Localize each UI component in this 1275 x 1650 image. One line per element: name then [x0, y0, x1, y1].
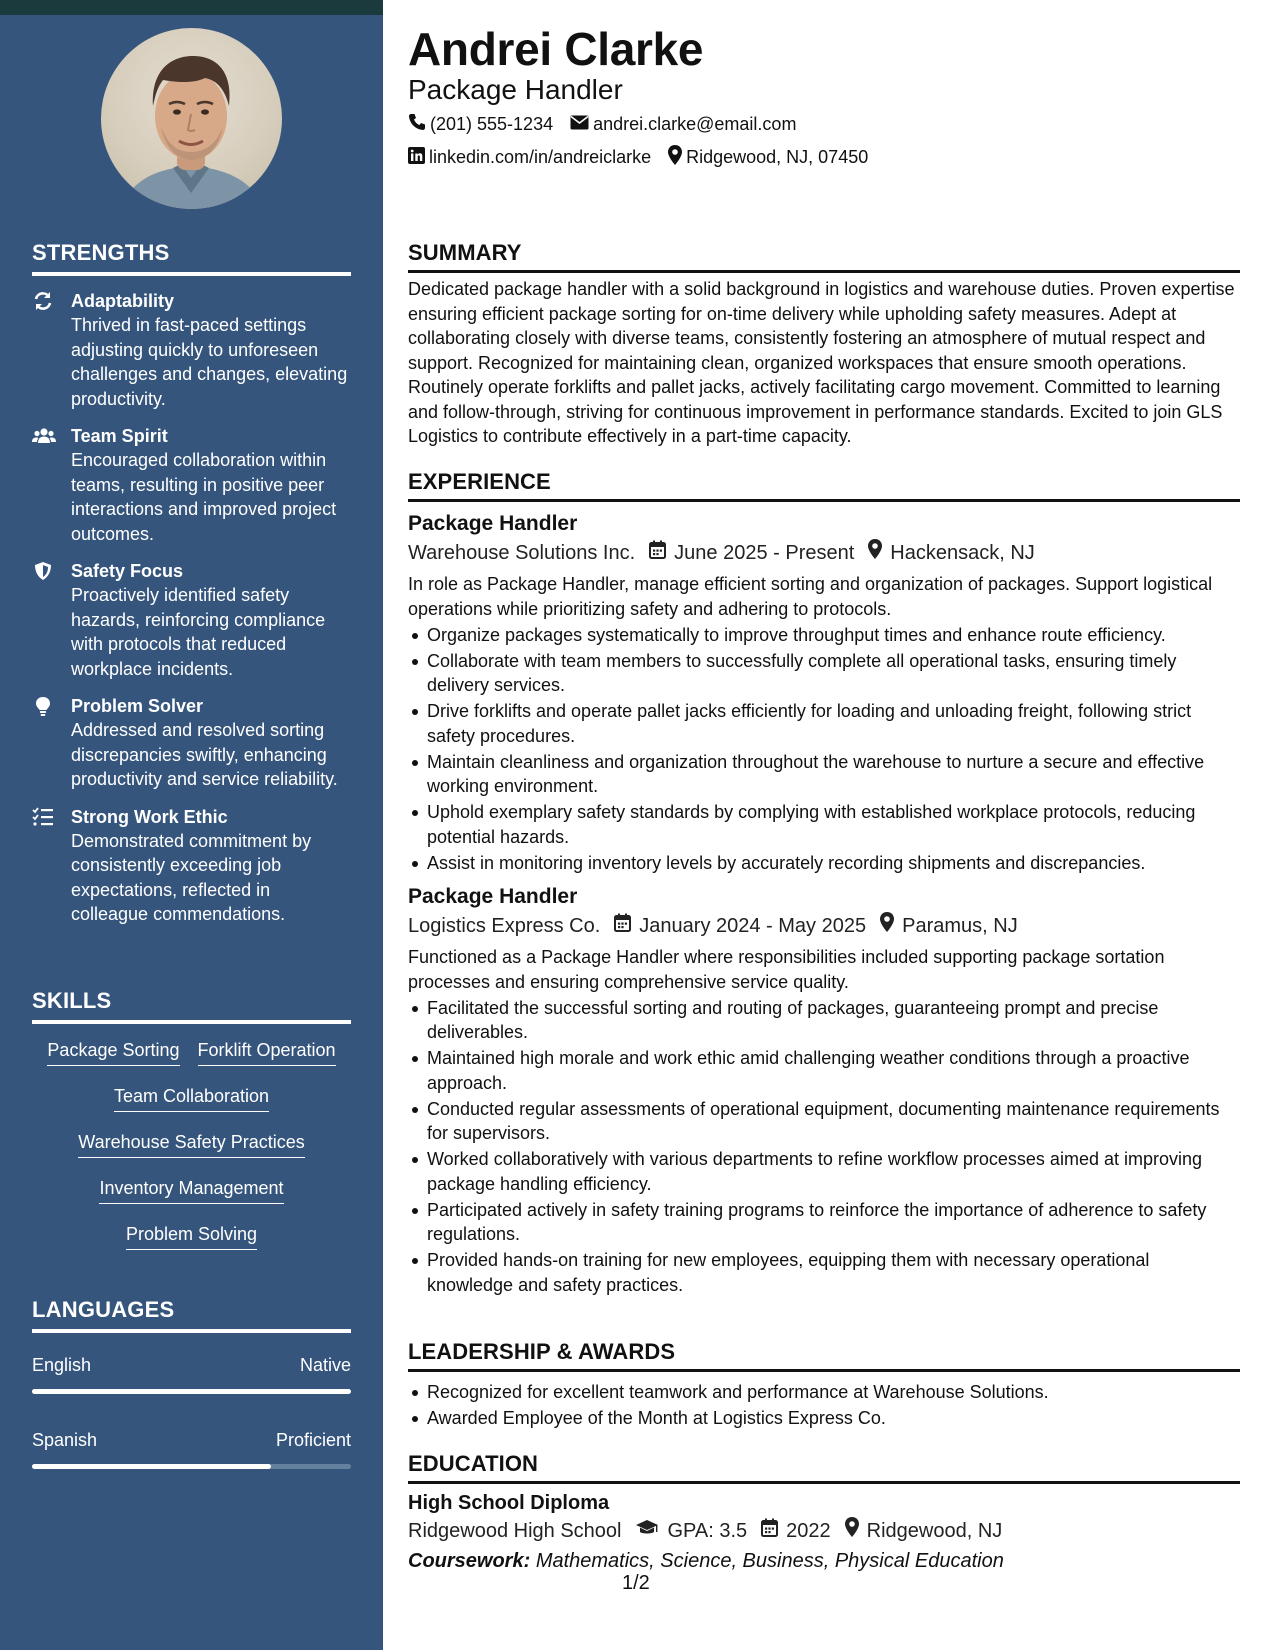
job-bullet: Drive forklifts and operate pallet jacks efficiently for loading and unloading freight, following strict safety procedures.	[408, 699, 1240, 748]
strength-title: Safety Focus	[71, 561, 184, 581]
education-meta	[408, 1516, 1240, 1546]
job-bullets	[408, 623, 1240, 876]
refresh-icon	[32, 290, 54, 312]
job-bullet: Assist in monitoring inventory levels by accurately recording shipments and discrepancies.	[408, 851, 1240, 876]
candidate-name: Andrei Clarke	[408, 23, 704, 75]
page-number: 1/2	[622, 1572, 650, 1594]
strength-title: Team Spirit	[71, 426, 168, 446]
phone-text: (201) 555-1234	[430, 114, 554, 134]
experience-heading: EXPERIENCE	[408, 469, 1240, 502]
job-location	[880, 911, 1018, 941]
language-bar-fill	[32, 1389, 351, 1394]
languages-section	[32, 1297, 351, 1469]
candidate-role: Package Handler	[408, 74, 623, 105]
skills-heading: SKILLS	[32, 988, 351, 1024]
skill-chip: Warehouse Safety Practices	[78, 1130, 304, 1158]
strength-item	[32, 805, 351, 927]
job-bullet: Organize packages systematically to improve throughput times and enhance route efficiency.	[408, 623, 1240, 648]
job-dates	[614, 911, 866, 941]
skill-chip: Problem Solving	[126, 1222, 257, 1250]
gpa-text: GPA: 3.5	[667, 1520, 748, 1542]
strength-description: Encouraged collaboration within teams, resulting in positive peer interactions and improved project outcomes.	[71, 450, 337, 544]
job-bullet: Participated actively in safety training programs to reinforce the importance of adherence to safety regulations.	[408, 1198, 1240, 1247]
phone-icon	[408, 113, 430, 136]
linkedin-icon	[408, 147, 429, 169]
education-gpa	[635, 1516, 747, 1546]
summary-heading: SUMMARY	[408, 240, 1240, 273]
year-text: 2022	[786, 1520, 831, 1542]
job-dates-text: January 2024 - May 2025	[639, 915, 867, 937]
profile-photo	[101, 28, 282, 209]
job-title: Package Handler	[408, 885, 578, 908]
language-bar-fill	[32, 1464, 271, 1469]
award-item: Recognized for excellent teamwork and performance at Warehouse Solutions.	[408, 1380, 1240, 1405]
map-pin-icon	[880, 911, 902, 941]
job-description: Functioned as a Package Handler where responsibilities included supporting package sortation processes and ensuring comprehensive service quality.	[408, 947, 1165, 992]
award-item: Awarded Employee of the Month at Logistics Express Co.	[408, 1406, 1240, 1431]
job-dates-text: June 2025 - Present	[674, 542, 855, 564]
coursework-text: Mathematics, Science, Business, Physical Education	[535, 1550, 1004, 1572]
users-icon	[32, 425, 54, 447]
job-dates	[649, 538, 854, 568]
job-entry	[408, 883, 1240, 1297]
location-contact	[668, 145, 868, 170]
shield-icon	[32, 560, 54, 582]
job-bullet: Maintained high morale and work ethic amid challenging weather conditions through a proactive approach.	[408, 1046, 1240, 1095]
language-row	[32, 1430, 351, 1451]
envelope-icon	[570, 114, 593, 135]
awards-section	[408, 1339, 1240, 1431]
map-pin-icon	[868, 538, 890, 568]
summary-text: Dedicated package handler with a solid background in logistics and warehouse duties. Proven expertise ensuring efficient package sorting for on-time delivery while upholding safety measures. Adept at collaborating closely with diverse teams, consistently fostering an atmosphere of mutual respect and support. Recognized for maintaining clean, organized workspaces that ensure smooth operations. Routinely operate forklifts and pallet jacks, actively facilitating cargo movement. Committed to learning and follow-through, striving for continuous improvement in performance standards. Excited to join GLS Logistics to contribute effectively in a part-time capacity.	[408, 279, 1235, 446]
languages-heading: LANGUAGES	[32, 1297, 351, 1333]
job-bullet: Maintain cleanliness and organization throughout the warehouse to nurture a secure and effective working environment.	[408, 750, 1240, 799]
strength-description: Thrived in fast-paced settings adjusting quickly to unforeseen challenges and changes, elevating productivity.	[71, 315, 348, 409]
calendar-icon	[649, 538, 674, 568]
strength-title: Adaptability	[71, 291, 175, 311]
linkedin-text: linkedin.com/in/andreiclarke	[429, 147, 652, 167]
coursework-label: Coursework:	[408, 1550, 531, 1572]
sidebar-top-bar	[0, 0, 383, 15]
job-title: Package Handler	[408, 512, 578, 535]
job-company: Warehouse Solutions Inc.	[408, 542, 636, 564]
job-bullet: Facilitated the successful sorting and routing of packages, guaranteeing prompt and precise deliverables.	[408, 996, 1240, 1045]
education-heading: EDUCATION	[408, 1451, 1240, 1484]
job-bullets	[408, 996, 1240, 1298]
language-row	[32, 1355, 351, 1376]
strength-title: Strong Work Ethic	[71, 806, 228, 827]
job-meta	[408, 911, 1240, 941]
email-contact	[570, 114, 796, 135]
strengths-heading: STRENGTHS	[32, 240, 351, 276]
location-text: Ridgewood, NJ, 07450	[686, 147, 869, 167]
education-section	[408, 1451, 1240, 1576]
phone-contact	[408, 113, 553, 136]
education-location-text: Ridgewood, NJ	[866, 1520, 1003, 1542]
summary-section	[408, 240, 1240, 449]
skills-list	[32, 1038, 351, 1268]
contact-line	[408, 113, 813, 136]
awards-list	[408, 1380, 1240, 1431]
job-bullet: Uphold exemplary safety standards by complying with established workplace protocols, reducing potential hazards.	[408, 800, 1240, 849]
calendar-icon	[761, 1516, 786, 1546]
education-year	[761, 1516, 831, 1546]
job-location-text: Hackensack, NJ	[890, 542, 1035, 564]
strength-item	[32, 424, 351, 546]
skill-chip: Package Sorting	[47, 1038, 179, 1066]
job-entry	[408, 510, 1240, 875]
language-level: Proficient	[275, 1430, 351, 1450]
lightbulb-icon	[32, 695, 54, 717]
job-meta	[408, 538, 1240, 568]
language-bar	[32, 1464, 351, 1469]
sidebar	[0, 0, 383, 1650]
skills-section	[32, 988, 351, 1268]
email-text: andrei.clarke@email.com	[593, 114, 797, 134]
strength-item	[32, 559, 351, 681]
language-name: Spanish	[32, 1430, 98, 1450]
graduation-cap-icon	[635, 1516, 667, 1546]
job-bullet: Conducted regular assessments of operational equipment, documenting maintenance requirements for supervisors.	[408, 1097, 1240, 1146]
job-bullet: Collaborate with team members to successfully complete all operational tasks, ensuring timely delivery services.	[408, 649, 1240, 698]
strength-item	[32, 694, 351, 792]
strengths-section	[32, 240, 351, 927]
linkedin-contact	[408, 147, 651, 169]
skill-chip: Forklift Operation	[198, 1038, 336, 1066]
map-pin-icon	[668, 145, 686, 170]
coursework-line	[408, 1546, 1240, 1576]
experience-section	[408, 469, 1240, 1297]
job-company: Logistics Express Co.	[408, 915, 601, 937]
degree-title: High School Diploma	[408, 1492, 610, 1514]
language-level: Native	[299, 1355, 351, 1375]
checklist-icon	[32, 806, 54, 828]
job-bullet: Provided hands-on training for new employees, equipping them with necessary operational knowledge and safety practices.	[408, 1248, 1240, 1297]
language-name: English	[32, 1355, 92, 1375]
contact-line	[408, 145, 885, 170]
language-bar	[32, 1389, 351, 1394]
school-name: Ridgewood High School	[408, 1520, 622, 1542]
job-location-text: Paramus, NJ	[902, 915, 1018, 937]
strength-description: Addressed and resolved sorting discrepancies swiftly, enhancing productivity and service reliability.	[71, 720, 338, 789]
skill-chip: Team Collaboration	[114, 1084, 269, 1112]
strength-description: Proactively identified safety hazards, reinforcing compliance with protocols that reduced workplace incidents.	[71, 585, 326, 679]
skill-chip: Inventory Management	[99, 1176, 283, 1204]
strength-description: Demonstrated commitment by consistently exceeding job expectations, reflected in colleague commendations.	[71, 830, 312, 924]
map-pin-icon	[845, 1516, 867, 1546]
job-description: In role as Package Handler, manage efficient sorting and organization of packages. Support logistical operations while prioritizing safety and adhering to protocols.	[408, 574, 1213, 619]
education-location	[845, 1516, 1003, 1546]
awards-heading: LEADERSHIP & AWARDS	[408, 1339, 1240, 1372]
strength-title: Problem Solver	[71, 696, 204, 716]
job-bullet: Worked collaboratively with various departments to refine workflow processes aimed at improving package handling efficiency.	[408, 1147, 1240, 1196]
strength-item	[32, 289, 351, 411]
calendar-icon	[614, 911, 639, 941]
job-location	[868, 538, 1035, 568]
